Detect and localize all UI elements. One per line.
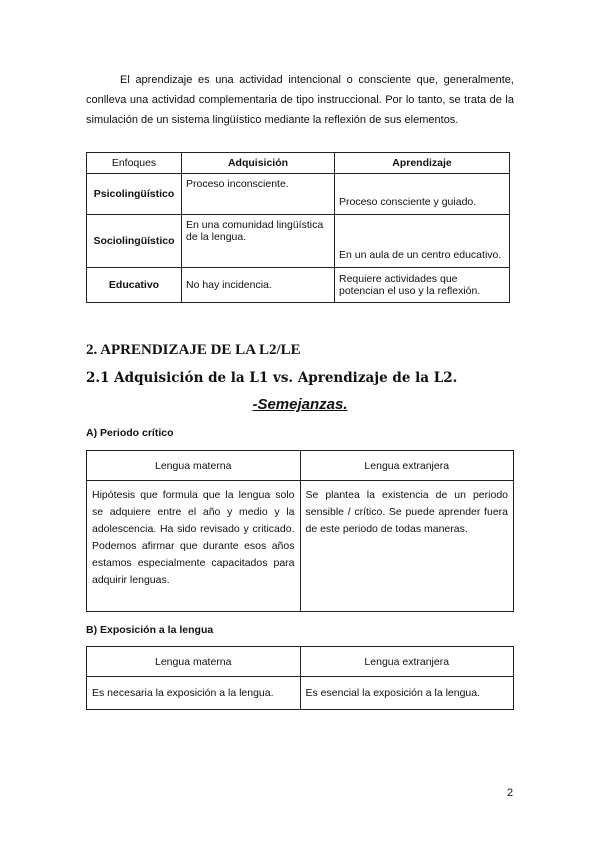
table-cell: Proceso inconsciente.	[182, 174, 335, 215]
intro-text: El aprendizaje es una actividad intencional o consciente que, generalmente, conlleva una actividad complementaria de tipo instruccional. Por lo tanto, se trata de la simulación de un sistema lingüístico mediante la reflexión de sus elementos.	[86, 74, 514, 126]
table-row	[87, 268, 510, 303]
table-header-row	[87, 153, 510, 174]
semejanzas-title: -Semejanzas.	[252, 396, 348, 413]
header-lengua-extranjera: Lengua extranjera	[300, 647, 514, 677]
header-enfoques: Enfoques	[87, 153, 182, 174]
table-cell: Se plantea la existencia de un periodo sensible / crítico. Se puede aprender fuera de este periodo de todas maneras.	[300, 481, 514, 612]
exposicion-table	[86, 646, 514, 710]
table-row	[87, 481, 514, 612]
table-row	[87, 677, 514, 710]
header-lengua-materna: Lengua materna	[87, 451, 301, 481]
header-lengua-materna: Lengua materna	[87, 647, 301, 677]
table-row	[87, 215, 510, 268]
section-heading: 2. APRENDIZAJE DE LA L2/LE	[86, 342, 301, 358]
table-cell: En una comunidad lingüística de la lengua.	[182, 215, 335, 268]
table-cell: Es esencial la exposición a la lengua.	[300, 677, 514, 710]
exposicion-title: B) Exposición a la lengua	[86, 624, 214, 636]
table-cell: En un aula de un centro educativo.	[335, 215, 510, 268]
table-cell: No hay incidencia.	[182, 268, 335, 303]
intro-paragraph	[86, 70, 514, 130]
comparison-table	[86, 152, 510, 303]
row-label: Educativo	[87, 268, 182, 303]
header-aprendizaje: Aprendizaje	[335, 153, 510, 174]
table-cell: Proceso consciente y guiado.	[335, 174, 510, 215]
table-header-row	[87, 451, 514, 481]
table-cell: Es necesaria la exposición a la lengua.	[87, 677, 301, 710]
row-label: Psicolingüístico	[87, 174, 182, 215]
section-subheading: 2.1 Adquisición de la L1 vs. Aprendizaje de la L2.	[86, 370, 458, 386]
page-number: 2	[507, 787, 514, 799]
header-adquisicion: Adquisición	[182, 153, 335, 174]
table-cell: Hipótesis que formula que la lengua solo se adquiere entre el año y medio y la adolescencia. Ha sido revisado y criticado. Podemos afirmar que durante esos años estamos especialmente capacitados para adquirir lenguas.	[87, 481, 301, 612]
table-cell: Requiere actividades que potencian el uso y la reflexión.	[335, 268, 510, 303]
periodo-critico-title: A) Periodo crítico	[86, 427, 174, 439]
row-label: Sociolingüístico	[87, 215, 182, 268]
table-header-row	[87, 647, 514, 677]
periodo-critico-table	[86, 450, 514, 612]
header-lengua-extranjera: Lengua extranjera	[300, 451, 514, 481]
table-row	[87, 174, 510, 215]
